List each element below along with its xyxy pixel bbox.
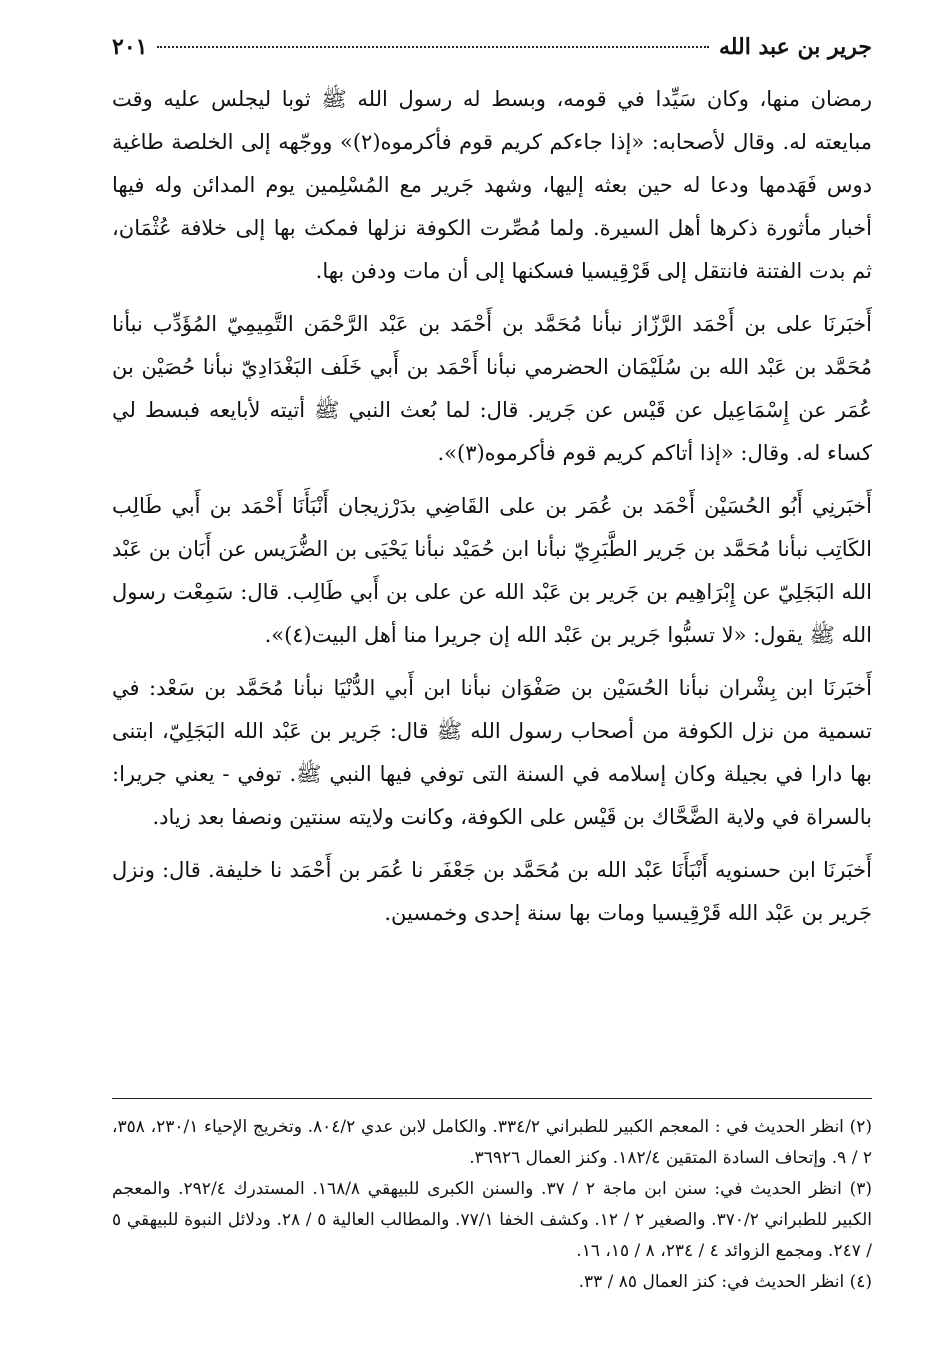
- paragraph-hadith-1: أَخبَرنَا على بن أَحْمَد الرَّزّاز نبأنا مُحَمَّد بن أَحْمَد بن عَبْد الرَّحْمَن التَّمِيمِيّ المُؤَدِّب نبأنا مُحَمَّد بن عَبْد الله بن سُلَيْمَان الحضرمي نبأنا أَحْمَد بن أَبي خَلَف البَغْدَادِيّ نبأنا حُصَيْن بن عُمَر عن إِسْمَاعِيل عن قَيْس عن جَرير. قال: لما بُعث النبي ﷺ أتيته لأبايعه فبسط لي كساء له. وقال: «إذا أتاكم كريم قوم فأكرموه(٣)».: [112, 312, 872, 465]
- paragraph-biography: رمضان منها، وكان سَيِّدا في قومه، وبسط له رسول الله ﷺ ثوبا ليجلس عليه وقت مبايعته له. وقال لأصحابه: «إذا جاءكم كريم قوم فأكرموه(٢)» ووجّهه إلى الخلصة طاغية دوس فَهَدمها ودعا له حين بعثه إليها، وشهد جَرير مع المُسْلِمين يوم المدائن وله فيها أخبار مأثورة ذكرها أهل السيرة. ولما مُصِّرت الكوفة نزلها فمكث بها إلى خلافة عُثْمَان، ثم بدت الفتنة فانتقل إلى قَرْقِيسيا فسكنها إلى أن مات ودفن بها.: [112, 87, 872, 283]
- footnote-2: (٢) انظر الحديث في : المعجم الكبير للطبراني ٣٣٤/٢. والكامل لابن عدي ٨٠٤/٢. وتخريج الإحياء ٢٣٠/١، ٣٥٨، ٢ / ٩. وإتحاف السادة المتقين ١٨٢/٤. وكنز العمال ٣٦٩٢٦.: [112, 1117, 872, 1168]
- main-text: [112, 78, 872, 935]
- book-page: [112, 34, 872, 1334]
- running-header: [112, 34, 872, 74]
- running-header-title: جرير بن عبد الله: [718, 34, 872, 60]
- footnote-separator-rule: [112, 1098, 872, 1099]
- footnote-4: (٤) انظر الحديث في: كنز العمال ٨٥ / ٣٣.: [578, 1272, 872, 1292]
- paragraph-khalifa: أَخبَرنَا ابن حسنويه أَنْبَأَنَا عَبْد الله بن مُحَمَّد بن جَعْفَر نا عُمَر بن أَحْمَد نا خليفة. قال: ونزل جَرير بن عَبْد الله قَرْقِيسيا ومات بها سنة إحدى وخمسين.: [112, 858, 872, 925]
- page-number: ٢٠١: [112, 34, 148, 60]
- paragraph-ibn-sad: أَخبَرنَا ابن بِشْران نبأنا الحُسَيْن بن صَفْوَان نبأنا ابن أَبي الدُّنْيَا نبأنا مُحَمَّد بن سَعْد: في تسمية من نزل الكوفة من أصحاب رسول الله ﷺ قال: جَرير بن عَبْد الله البَجَلِيّ، ابتنى بها دارا في بجيلة وكان إسلامه في السنة التى توفي فيها النبي ﷺ. توفي - يعني جريرا: بالسراة في ولاية الضَّحَّاك بن قَيْس على الكوفة، وكانت ولايته سنتين ونصفا بعد زياد.: [112, 676, 872, 829]
- footnote-3: (٣) انظر الحديث في: سنن ابن ماجة ٢ / ٣٧. والسنن الكبرى للبيهقي ١٦٨/٨. المستدرك ٢٩٢/٤. والمعجم الكبير للطبراني ٣٧٠/٢. والصغير ٢ / ١٢. وكشف الخفا ٧٧/١. والمطالب العالية ٥ / ٢٨. ودلائل النبوة للبيهقي ٥ / ٢٤٧. ومجمع الزوائد ٤ / ٢٣٤، ٨ / ١٥، ١٦.: [112, 1179, 873, 1261]
- paragraph-hadith-2: أَخبَرنِي أَبُو الحُسَيْن أَحْمَد بن عُمَر بن على القَاضِي بدَرْزيجان أَنْبَأَنَا أَحْمَد بن أَبي طَالِب الكَاتِب نبأنا مُحَمَّد بن جَرير الطَّبَرِيّ نبأنا ابن حُمَيْد نبأنا يَحْيَى بن الضُّرَيس عن أَبَان بن عَبْد الله البَجَلِيّ عن إِبْرَاهِيم بن جَرير بن عَبْد الله عن على بن أَبي طَالِب. قال: سَمِعْت رسول الله ﷺ يقول: «لا تسبُّوا جَرير بن عَبْد الله إن جريرا منا أهل البيت(٤)».: [112, 494, 872, 647]
- footnotes: [112, 1112, 872, 1298]
- leader-dots: [157, 46, 708, 48]
